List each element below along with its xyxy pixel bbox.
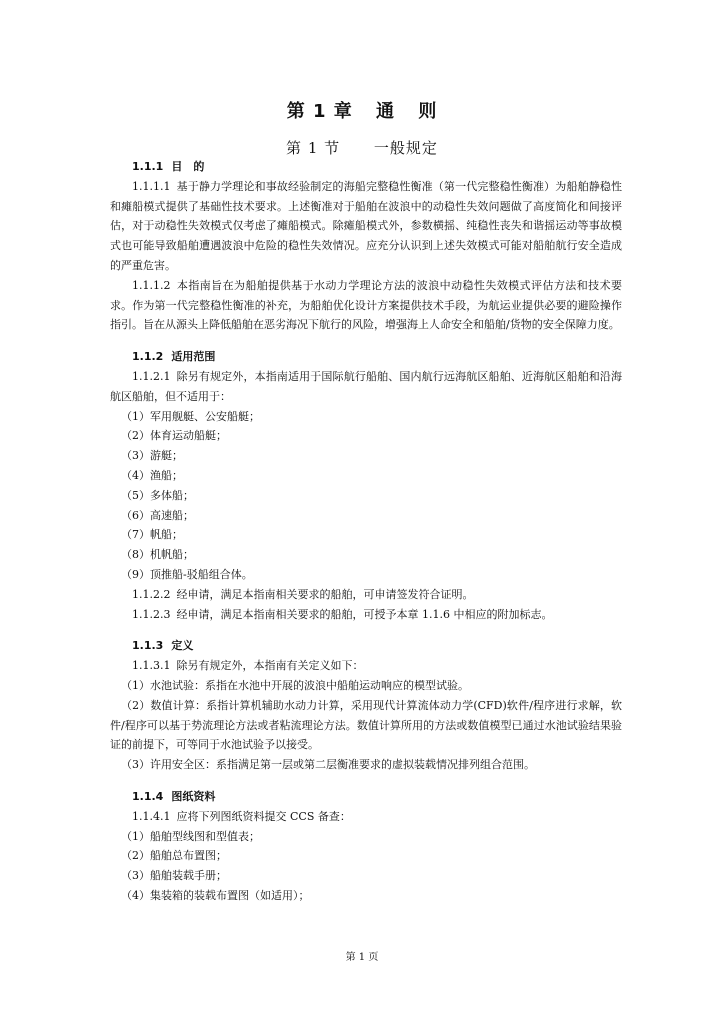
list-item: （2）船舶总布置图； bbox=[121, 849, 227, 863]
list-item: （1）船舶型线图和型值表； bbox=[121, 829, 260, 843]
definition-item: （2）数值计算：系指计算机辅助水动力计算，采用现代计算流体动力学(CFD)软件/程序进行求解，软件/程序可以基于势流理论方法或者粘流理论方法。数值计算所用的方法或数值模型已通过水池试验结果验证的前提下，可等同于水池试验予以接受。 bbox=[110, 698, 622, 752]
list-item: （3）游艇； bbox=[121, 449, 183, 463]
section-title bbox=[0, 137, 724, 158]
paragraph-text: 除另有规定外，本指南有关定义如下： bbox=[176, 659, 364, 673]
paragraph-text: 经申请，满足本指南相关要求的船舶，可申请签发符合证明。 bbox=[176, 587, 474, 601]
paragraph-1-1-2-1 bbox=[110, 367, 622, 407]
heading-number: 1.1.4 bbox=[132, 789, 164, 803]
list-item: （8）机帆船； bbox=[121, 548, 194, 562]
paragraph-number: 1.1.2.3 bbox=[132, 607, 171, 621]
paragraph-1-1-1-1 bbox=[110, 177, 622, 276]
list-item: （1）军用舰艇、公安船艇； bbox=[121, 409, 260, 423]
chapter-name-char-2: 则 bbox=[418, 101, 438, 122]
section-number: 第 1 节 bbox=[286, 139, 341, 157]
heading-text: 图纸资料 bbox=[171, 789, 216, 803]
paragraph-text: 基于静力学理论和事故经验制定的海船完整稳性衡准（第一代完整稳性衡准）为船舶静稳性和瘫船模式提供了基础性技术要求。上述衡准对于船舶在波浪中的动稳性失效问题做了高度简化和间接评估，对于动稳性失效模式仅考虑了瘫船模式。除瘫船模式外，参数横摇、纯稳性丧失和谐摇运动等事故模式也可能导致船舶遭遇波浪中危险的稳性失效情况。应充分认识到上述失效模式可能对船舶航行安全造成的严重危害。 bbox=[110, 179, 622, 272]
paragraph-1-1-3-1 bbox=[110, 656, 622, 676]
paragraph-number: 1.1.4.1 bbox=[132, 809, 171, 823]
list-item: （5）多体船； bbox=[121, 488, 194, 502]
heading-1-1-1 bbox=[110, 157, 622, 177]
list-item: （4）渔船； bbox=[121, 468, 183, 482]
chapter-number: 第 1 章 bbox=[286, 101, 353, 122]
paragraph-1-1-2-2 bbox=[110, 585, 622, 605]
heading-number: 1.1.1 bbox=[132, 160, 164, 173]
paragraph-number: 1.1.1.2 bbox=[132, 278, 171, 292]
chapter-name-char-1: 通 bbox=[376, 101, 396, 122]
paragraph-1-1-2-3 bbox=[110, 605, 622, 625]
paragraph-1-1-4-1 bbox=[110, 807, 622, 827]
page-number: 第 1 页 bbox=[345, 952, 379, 963]
heading-1-1-4 bbox=[110, 787, 622, 807]
definition-item: （3）许用安全区：系指满足第一层或第二层衡准要求的虚拟装载情况排列组合范围。 bbox=[121, 758, 535, 772]
list-item: （9）顶推船-驳船组合体。 bbox=[121, 567, 253, 581]
list-item: （7）帆船； bbox=[121, 528, 183, 542]
paragraph-number: 1.1.2.1 bbox=[132, 369, 171, 383]
paragraph-text: 除另有规定外，本指南适用于国际航行船舶、国内航行远海航区船舶、近海航区船舶和沿海航区船舶，但不适用于： bbox=[110, 369, 622, 403]
heading-number: 1.1.2 bbox=[132, 350, 164, 364]
heading-1-1-2 bbox=[110, 347, 622, 367]
list-item: （3）船舶装载手册； bbox=[121, 869, 227, 883]
definition-item: （1）水池试验：系指在水池中开展的波浪中船舶运动响应的模型试验。 bbox=[121, 678, 469, 692]
paragraph-text: 本指南旨在为船舶提供基于水动力学理论方法的波浪中动稳性失效模式评估方法和技术要求。作为第一代完整稳性衡准的补充，为船舶优化设计方案提供技术手段，为航运业提供必要的避险操作指引。旨在从源头上降低船舶在恶劣海况下航行的风险，增强海上人命安全和船舶/货物的安全保障力度。 bbox=[110, 278, 622, 332]
heading-1-1-3 bbox=[110, 636, 622, 656]
heading-text: 目 的 bbox=[171, 160, 205, 173]
paragraph-number: 1.1.1.1 bbox=[132, 179, 171, 193]
list-item: （6）高速船； bbox=[121, 508, 194, 522]
list-item: （2）体育运动船艇； bbox=[121, 429, 227, 443]
paragraph-number: 1.1.2.2 bbox=[132, 587, 171, 601]
paragraph-text: 应将下列图纸资料提交 CCS 备查： bbox=[176, 809, 351, 823]
list-item: （4）集装箱的装载布置图（如适用）； bbox=[121, 888, 310, 902]
section-name: 一般规定 bbox=[373, 139, 438, 157]
heading-text: 定义 bbox=[171, 639, 194, 653]
paragraph-text: 经申请，满足本指南相关要求的船舶，可授予本章 1.1.6 中相应的附加标志。 bbox=[176, 607, 553, 621]
heading-text: 适用范围 bbox=[171, 350, 216, 364]
paragraph-number: 1.1.3.1 bbox=[132, 659, 171, 673]
heading-number: 1.1.3 bbox=[132, 639, 164, 653]
paragraph-1-1-1-2 bbox=[110, 276, 622, 335]
document-body bbox=[110, 157, 622, 906]
chapter-title bbox=[0, 97, 724, 123]
